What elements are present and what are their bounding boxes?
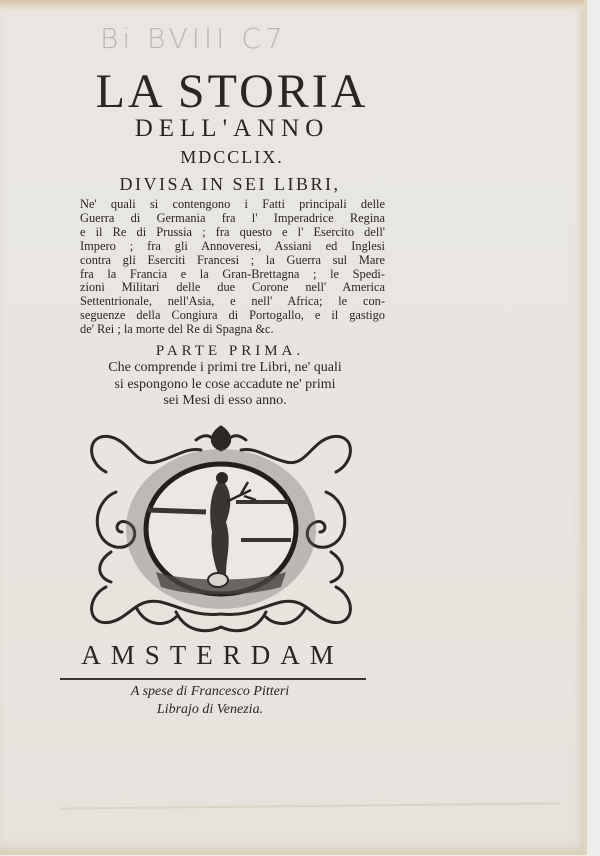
description-line: Guerra di Germania fra l' Imperadrice Regina (80, 210, 385, 225)
part-line: si espongono le cose accadute ne' primi (114, 376, 336, 392)
description-line: Impero ; fra gli Annoveresi, Assiani ed Inglesi (80, 238, 385, 253)
book-year: MDCCLIX. (180, 147, 284, 167)
book-subtitle: DELL'ANNO (134, 115, 330, 142)
description-paragraph (80, 198, 385, 337)
description-line: contra gli Eserciti Francesi ; la Guerra sul Mare (80, 252, 385, 267)
book-title: LA STORIA (95, 65, 369, 118)
description-line: zioni Militari delle due Corone nell' America (80, 280, 385, 295)
woodcut-ornament-icon (76, 422, 366, 637)
description-line: Settentrionale, nell'Asia, e nell' Africa; le con- (80, 294, 385, 309)
imprint-line: A spese di Francesco Pitteri (130, 684, 290, 699)
pencil-shelfmark: Bi BVIII C7 (100, 22, 287, 55)
place-of-publication: AMSTERDAM (81, 640, 344, 670)
description-line: fra la Francia e la Gran-Brettagna ; le Spedi- (80, 266, 385, 281)
description-line: seguenze della Congiura di Portogallo, e il gastigo (80, 308, 385, 323)
description-line: de' Rei ; la morte del Re di Spagna &c. (80, 322, 274, 337)
publisher-imprint (80, 683, 340, 719)
division-heading: DIVISA IN SEI LIBRI, (119, 174, 341, 194)
page-crease (60, 802, 560, 809)
imprint-line: Librajo di Venezia. (156, 702, 264, 717)
description-line: Ne' quali si contengono i Fatti principali delle (80, 197, 385, 211)
divider-rule (60, 678, 366, 680)
part-line: Che comprende i primi tre Libri, ne' quali (108, 360, 342, 375)
part-heading: PARTE PRIMA. (155, 343, 305, 359)
description-line: e il Re di Prussia ; fra questo e l' Esercito dell' (80, 224, 385, 239)
part-description (70, 360, 380, 410)
part-line: sei Mesi di esso anno. (163, 393, 287, 408)
page-edge (0, 0, 584, 12)
